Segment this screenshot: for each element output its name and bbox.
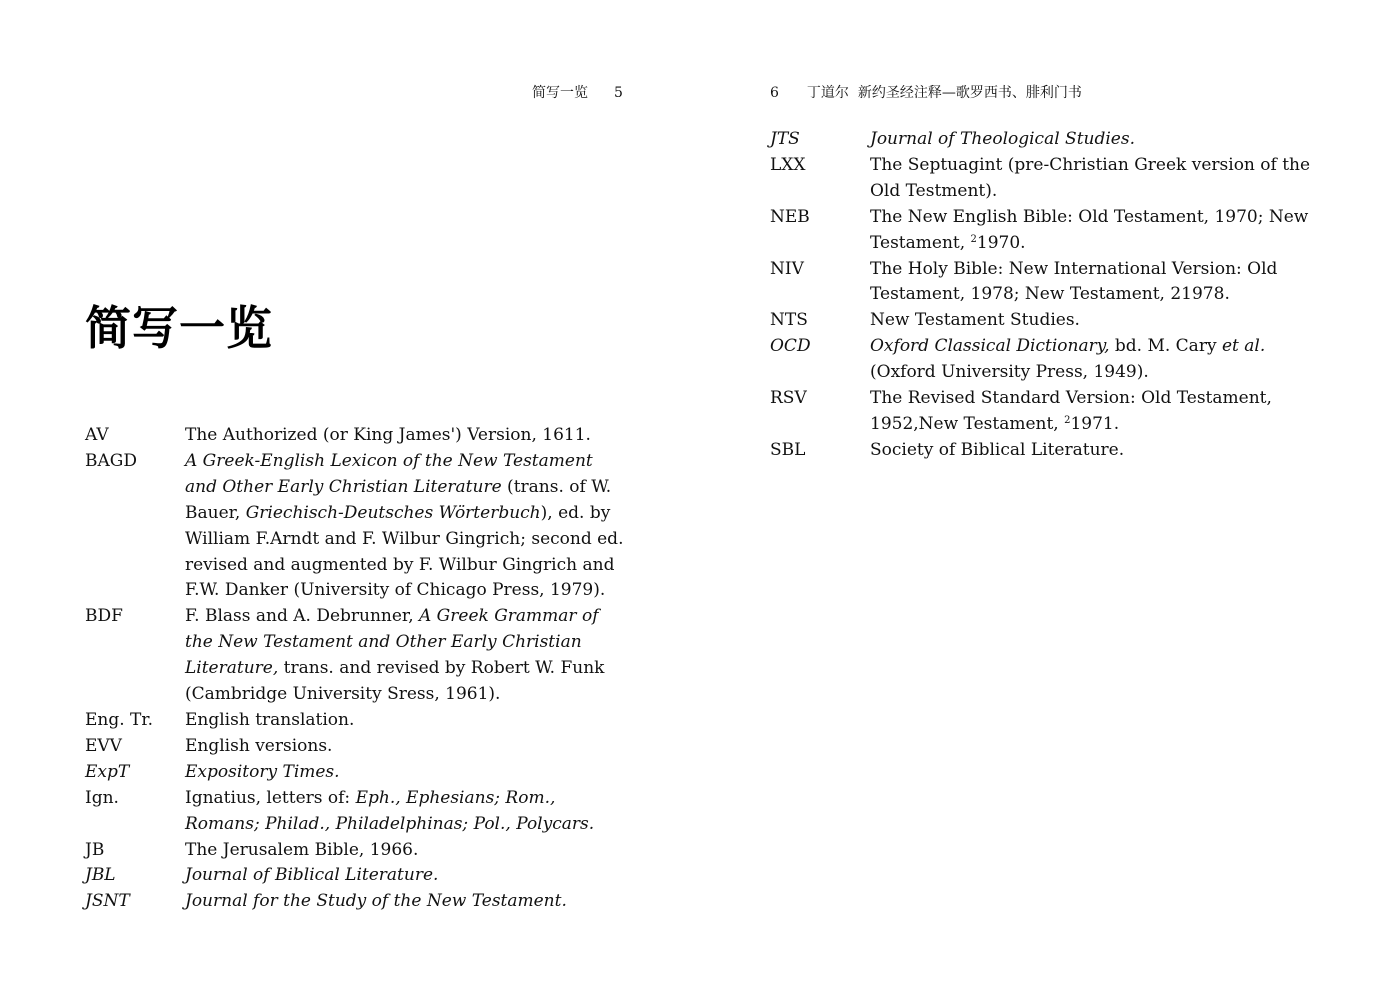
definition: New Testament Studies. — [870, 310, 1080, 331]
definition: The Revised Standard Version: Old Testament, 1952,New Testament, $^2$1971. — [870, 388, 1272, 434]
running-head-title: 新约圣经注释—歌罗西书、腓利门书 — [857, 85, 1082, 101]
list-item — [770, 257, 1315, 309]
list-item — [85, 708, 630, 734]
running-head-author: 丁道尔 — [806, 85, 849, 101]
list-item — [770, 153, 1315, 205]
definition: Journal of Theological Studies. — [870, 129, 1135, 149]
abbreviation: Eng. Tr. — [85, 709, 154, 730]
definition: Society of Biblical Literature. — [870, 439, 1125, 460]
running-head — [532, 82, 623, 102]
definition: Journal of Biblical Literature. — [185, 865, 439, 886]
definition: The New English Bible: Old Testament, 1970; New Testament, $^2$1970. — [870, 206, 1309, 253]
list-item — [85, 604, 630, 708]
list-item — [770, 334, 1315, 386]
abbreviation: SBL — [770, 439, 806, 460]
list-item — [85, 786, 630, 838]
abbreviation: BDF — [85, 606, 123, 627]
definition: The Holy Bible: New International Version: Old Testament, 1978; New Testament, 21978. — [870, 258, 1278, 305]
list-item — [770, 438, 1315, 464]
definition: F. Blass and A. Debrunner, A Greek Grammar of the New Testament and Other Early Christian Literature, trans. and revised by Robert W. Funk (Cambridge University Sress, 1961). — [185, 606, 605, 705]
abbreviation: AV — [85, 425, 109, 445]
abbreviation: ExpT — [85, 761, 130, 782]
running-head — [770, 82, 1082, 102]
list-item — [770, 386, 1315, 438]
list-item — [85, 760, 630, 786]
page-number: 6 — [770, 85, 779, 101]
running-head-title: 简写一览 — [532, 85, 588, 101]
chapter-title: 简写一览 — [85, 301, 273, 355]
abbreviation-list — [770, 127, 1315, 464]
list-item — [85, 449, 630, 604]
abbreviation: OCD — [770, 336, 811, 357]
definition: The Septuagint (pre-Christian Greek version of the Old Testment). — [870, 154, 1311, 201]
list-item — [85, 889, 630, 915]
definition: A Greek-English Lexicon of the New Testament and Other Early Christian Literature (trans. of W. Bauer, Griechisch-Deutsches Wörterbuch), ed. by William F.Arndt and F. Wilbur Gingrich; second ed. revised and augmented by F. Wilbur Gingrich and F.W. Danker (University of Chicago Press, 1979). — [185, 450, 624, 601]
list-item — [770, 127, 1315, 153]
list-item — [770, 205, 1315, 257]
abbreviation: NTS — [770, 310, 808, 331]
definition: Journal for the Study of the New Testament. — [185, 891, 567, 912]
list-item — [770, 308, 1315, 334]
right-page — [700, 0, 1400, 989]
abbreviation: JB — [85, 839, 105, 860]
abbreviation: JTS — [770, 129, 800, 149]
abbreviation: RSV — [770, 388, 807, 409]
abbreviation-list — [85, 423, 630, 915]
list-item — [85, 863, 630, 889]
abbreviation: JSNT — [85, 891, 130, 912]
page-number: 5 — [614, 85, 623, 101]
list-item — [85, 734, 630, 760]
abbreviation: Ign. — [85, 787, 119, 808]
definition: Oxford Classical Dictionary, bd. M. Cary et al. (Oxford University Press, 1949). — [870, 336, 1266, 383]
abbreviation: LXX — [770, 154, 806, 175]
abbreviation: NEB — [770, 206, 810, 227]
definition: English versions. — [185, 735, 333, 756]
abbreviation: NIV — [770, 258, 804, 279]
definition: The Authorized (or King James') Version, 1611. — [185, 425, 591, 445]
definition: English translation. — [185, 709, 355, 730]
definition: The Jerusalem Bible, 1966. — [185, 839, 419, 860]
list-item — [85, 838, 630, 864]
definition: Expository Times. — [185, 761, 340, 782]
abbreviation: BAGD — [85, 450, 137, 471]
list-item — [85, 423, 630, 449]
abbreviation: JBL — [85, 865, 116, 886]
definition: Ignatius, letters of: Eph., Ephesians; Rom., Romans; Philad., Philadelphinas; Pol., Polycars. — [185, 787, 595, 834]
abbreviation: EVV — [85, 735, 122, 756]
